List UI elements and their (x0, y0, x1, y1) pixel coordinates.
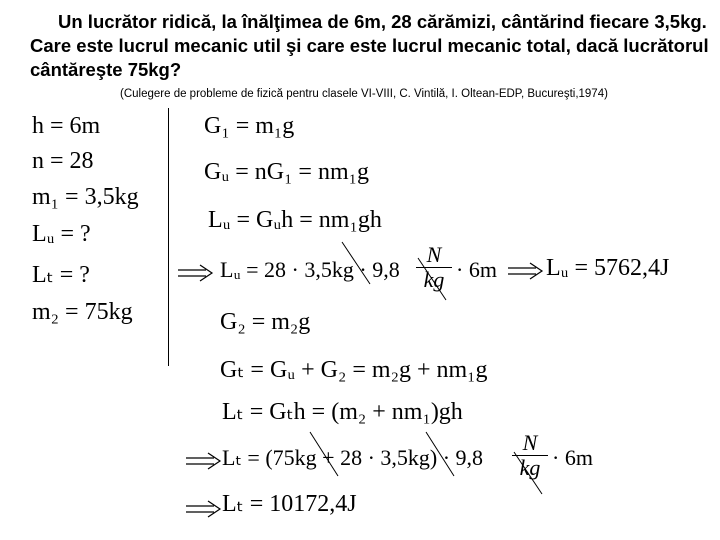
solution-line-8-tail: · 6m (552, 445, 593, 470)
solution-line-3: Lᵤ = Gᵤh = nm₁gh (208, 207, 382, 233)
solution-line-5: G₂ = m₂g (220, 309, 311, 335)
solution-line-1: G₁ = m₁g (204, 113, 295, 139)
cancel-strike (508, 448, 548, 498)
solution-line-6: Gₜ = Gᵤ + G₂ = m₂g + nm₁g (220, 357, 488, 383)
solution-line-2: Gᵤ = nG₁ = nm₁g (204, 159, 369, 185)
solution-line-8: Lₜ = (75kg + 28 · 3,5kg) · 9,8 (222, 445, 484, 470)
implies-arrow (184, 500, 224, 520)
cancel-strike (420, 428, 460, 480)
fraction-numerator: N (522, 430, 538, 455)
cancel-strike (304, 428, 344, 480)
given-Lt: Lₜ = ? (32, 262, 90, 288)
given-h: h = 6m (32, 113, 101, 139)
problem-text: Un lucrător ridică, la înălţimea de 6m, 28 cărămizi, cântărind fiecare 3,5kg. Care este lucrul mecanic util şi care este lucrul mecanic total, dacă lucrătorul cântăreşte 75kg? (30, 11, 709, 80)
given-m1: m₁ = 3,5kg (32, 184, 139, 210)
implies-arrow (506, 262, 546, 282)
fraction-denominator: kg (519, 455, 541, 480)
source-citation: (Culegere de probleme de fizică pentru clasele VI-VIII, C. Vintilă, I. Oltean-EDP, Bucureşti,1974) (120, 88, 608, 100)
given-m2: m₂ = 75kg (32, 299, 133, 325)
result-useful-work: Lᵤ = 5762,4J (546, 255, 670, 281)
given-n: n = 28 (32, 148, 94, 174)
implies-arrow (176, 264, 216, 284)
divider-line (168, 108, 169, 366)
solution-line-4-expr: Lᵤ = 28 · 3,5kg · 9,8 (220, 257, 400, 282)
fraction-denominator: kg (423, 267, 445, 292)
implies-arrow (184, 452, 224, 472)
problem-statement (30, 10, 710, 82)
given-Lu: Lᵤ = ? (32, 221, 91, 247)
result-total-work: Lₜ = 10172,4J (222, 491, 357, 517)
solution-line-7: Lₜ = Gₜh = (m₂ + nm₁)gh (222, 399, 463, 425)
fraction-numerator: N (426, 242, 442, 267)
cancel-strike (336, 238, 376, 288)
cancel-strike (412, 254, 452, 304)
solution-line-4-tail: · 6m (456, 257, 497, 282)
